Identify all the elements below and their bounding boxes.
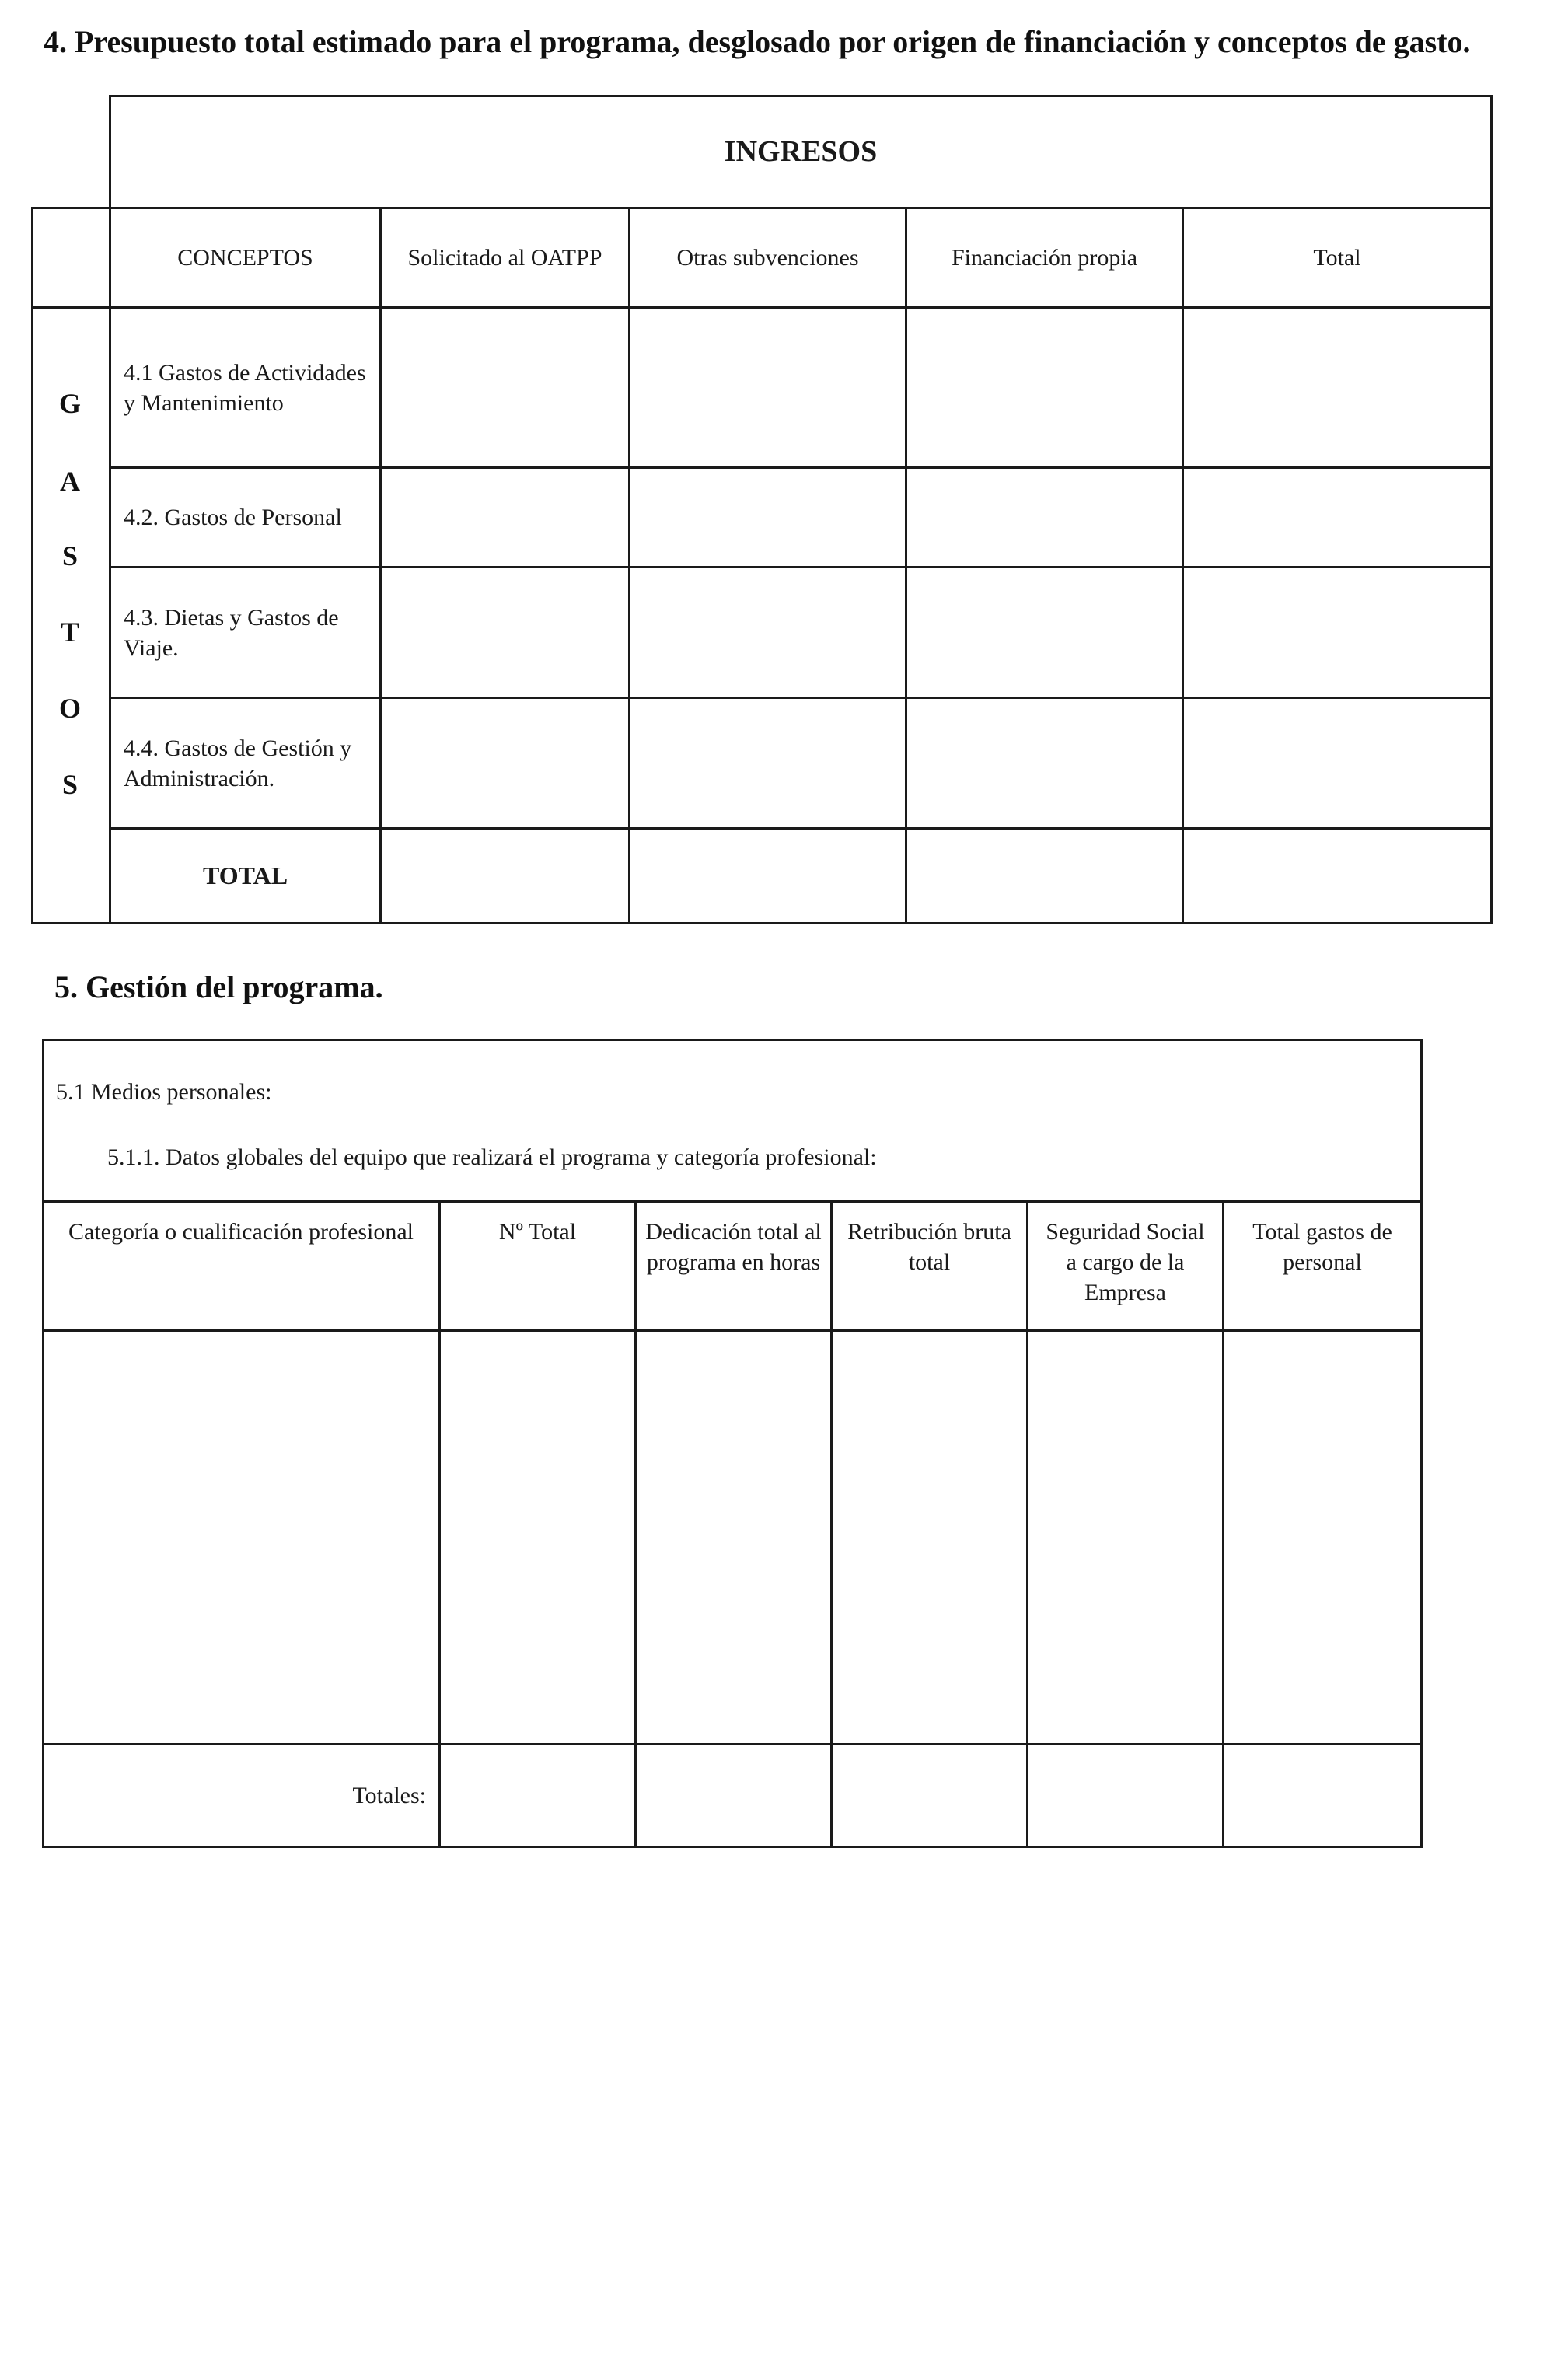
table-border (42, 1846, 1423, 1848)
medios-personales-label: 5.1 Medios personales: (56, 1079, 272, 1105)
table-border (628, 207, 630, 924)
table-border (905, 207, 907, 924)
table-border (42, 1039, 44, 1848)
row-label-gestion: 4.4. Gastos de Gestión y Administración. (124, 735, 352, 791)
row-label-total: TOTAL (202, 861, 288, 889)
header-dedicacion: Dedicación total al programa en horas (645, 1219, 822, 1275)
row-label-actividades: 4.1 Gastos de Actividades y Mantenimiento (124, 359, 366, 416)
header-total: Total (1313, 245, 1361, 271)
table-border (379, 207, 382, 924)
table-border (42, 1329, 1423, 1332)
gastos-letter: S (61, 540, 79, 571)
gastos-letter: G (58, 388, 81, 419)
header-seguridad-social: Seguridad Social a cargo de la Empresa (1046, 1219, 1205, 1305)
header-total-gastos: Total gastos de personal (1252, 1219, 1392, 1275)
gastos-letter: A (60, 466, 80, 497)
gastos-letter: O (58, 693, 81, 724)
header-conceptos: CONCEPTOS (177, 245, 313, 271)
table-border (42, 1039, 1423, 1041)
header-financiacion-propia: Financiación propia (951, 245, 1138, 271)
header-otras-subvenciones: Otras subvenciones (676, 245, 859, 271)
totales-label: Totales: (352, 1783, 426, 1808)
gastos-letter: S (61, 769, 79, 800)
section-5-title: 5. Gestión del programa. (54, 969, 383, 1004)
table-border (1182, 207, 1184, 924)
section-4-title: 4. Presupuesto total estimado para el programa, desglosado por origen de financiación y conceptos de gasto. (44, 24, 1471, 59)
gastos-letter: T (60, 617, 79, 648)
header-categoria: Categoría o cualificación profesional (68, 1219, 414, 1245)
table-border (31, 922, 1493, 924)
datos-globales-label: 5.1.1. Datos globales del equipo que realizará el programa y categoría profesional: (107, 1144, 877, 1170)
header-retribucion: Retribución bruta total (847, 1219, 1011, 1275)
row-label-dietas: 4.3. Dietas y Gastos de Viaje. (124, 604, 339, 661)
table-border (1420, 1039, 1423, 1848)
header-n-total: Nº Total (498, 1219, 577, 1245)
table-border (1490, 95, 1493, 924)
row-label-personal: 4.2. Gastos de Personal (124, 505, 342, 530)
header-solicitado: Solicitado al OATPP (407, 245, 602, 271)
ingresos-header: INGRESOS (724, 134, 878, 168)
